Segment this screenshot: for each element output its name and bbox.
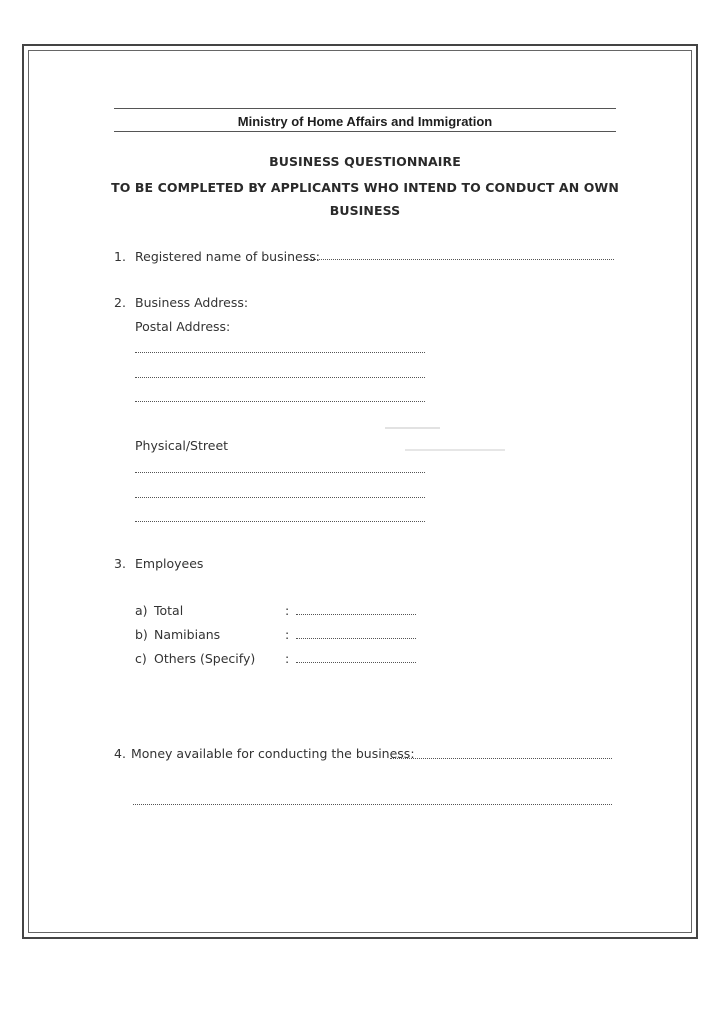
q2-label: Business Address: bbox=[135, 295, 249, 310]
form-subtitle-cont: BUSINESS bbox=[329, 203, 401, 218]
form-subtitle: TO BE COMPLETED BY APPLICANTS WHO INTEND TO CONDUCT AN OWN bbox=[111, 180, 619, 195]
q4-number: 4. bbox=[114, 746, 126, 761]
q1-label: Registered name of business: bbox=[135, 249, 320, 264]
q1-number: 1. bbox=[114, 249, 126, 264]
employees-namibians-colon: : bbox=[285, 627, 290, 642]
employees-total-marker: a) bbox=[135, 603, 148, 618]
physical-address-line-1[interactable] bbox=[135, 472, 425, 473]
employees-namibians-marker: b) bbox=[135, 627, 148, 642]
physical-address-line-3[interactable] bbox=[135, 521, 425, 522]
form-title: BUSINESS QUESTIONNAIRE bbox=[269, 154, 461, 169]
employees-others-colon: : bbox=[285, 651, 290, 666]
q3-label: Employees bbox=[135, 556, 204, 571]
employees-others-marker: c) bbox=[135, 651, 147, 666]
employees-namibians-label: Namibians bbox=[154, 627, 221, 642]
header-rule-bottom bbox=[114, 131, 616, 132]
employees-others-label: Others (Specify) bbox=[154, 651, 256, 666]
q1-answer-field[interactable] bbox=[306, 259, 614, 260]
q3-number: 3. bbox=[114, 556, 126, 571]
employees-total-label: Total bbox=[154, 603, 184, 618]
employees-others-field[interactable] bbox=[296, 662, 416, 663]
employees-total-field[interactable] bbox=[296, 614, 416, 615]
employees-namibians-field[interactable] bbox=[296, 638, 416, 639]
q4-label: Money available for conducting the business: bbox=[131, 746, 415, 761]
q2-number: 2. bbox=[114, 295, 126, 310]
postal-address-line-1[interactable] bbox=[135, 352, 425, 353]
scan-artifact-marks bbox=[380, 420, 510, 460]
physical-address-label: Physical/Street bbox=[135, 438, 229, 453]
q4-answer-field-line-2[interactable] bbox=[133, 804, 612, 805]
postal-address-label: Postal Address: bbox=[135, 319, 231, 334]
postal-address-line-2[interactable] bbox=[135, 377, 425, 378]
q4-answer-field[interactable] bbox=[390, 758, 612, 759]
ministry-heading: Ministry of Home Affairs and Immigration bbox=[237, 114, 493, 129]
header-rule-top bbox=[114, 108, 616, 109]
postal-address-line-3[interactable] bbox=[135, 401, 425, 402]
employees-total-colon: : bbox=[285, 603, 290, 618]
physical-address-line-2[interactable] bbox=[135, 497, 425, 498]
